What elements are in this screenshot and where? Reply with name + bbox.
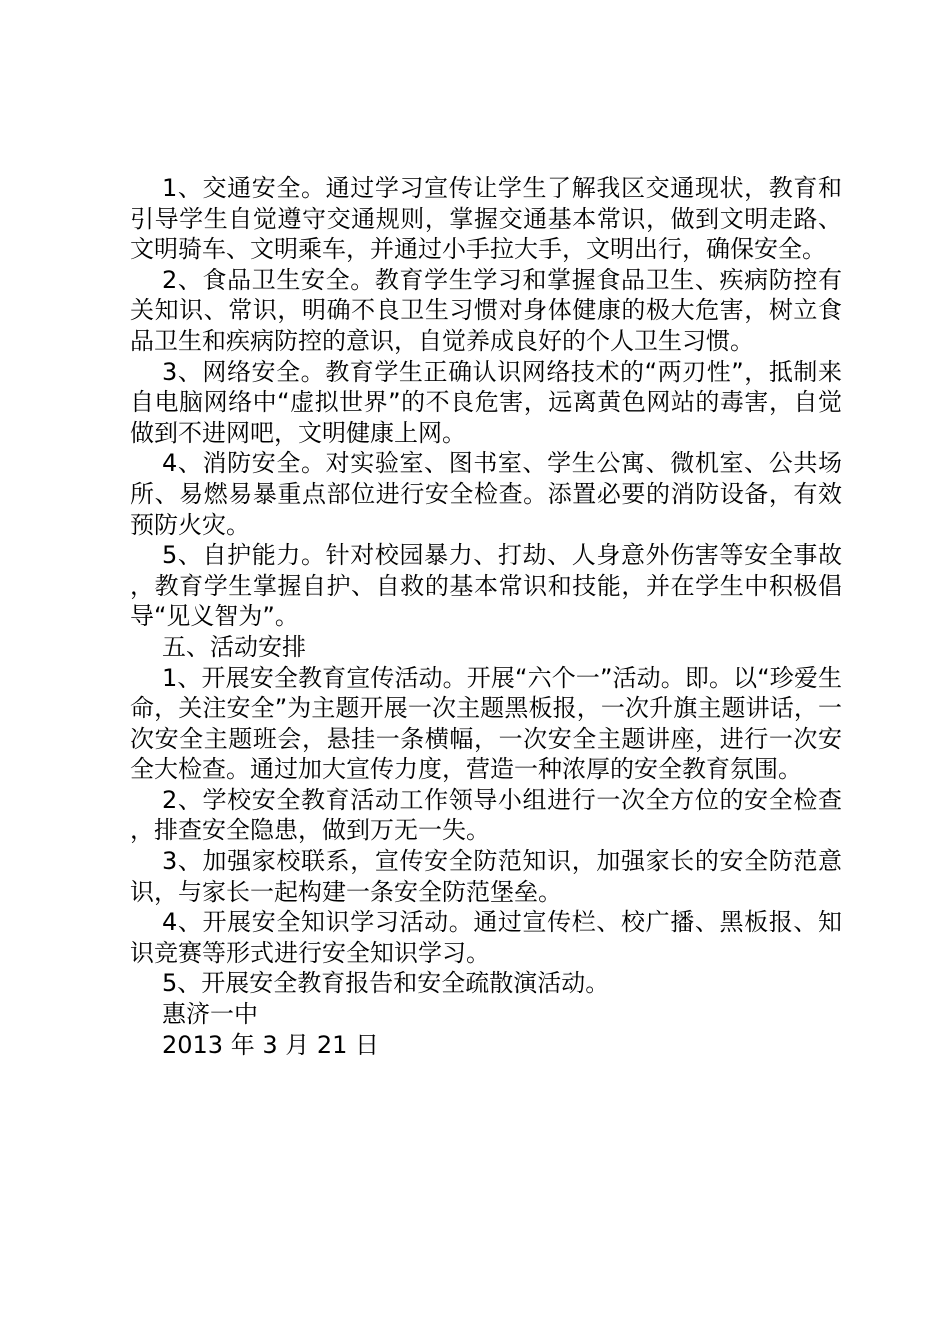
- activity-item-home-school: 3、加强家校联系，宣传安全防范知识，加强家长的安全防范意识，与家长一起构建一条安全防范堡垒。: [130, 847, 842, 906]
- date: 2013 年 3 月 21 日: [162, 1030, 380, 1059]
- safety-item-self-protection: 5、自护能力。针对校园暴力、打劫、人身意外伤害等安全事故，教育学生掌握自护、自救的基本常识和技能，并在学生中积极倡导“见义智为”。: [130, 541, 842, 631]
- signature: 惠济一中: [162, 1000, 258, 1029]
- activity-item-evacuation: 5、开展安全教育报告和安全疏散演活动。: [162, 969, 610, 998]
- safety-item-food-hygiene: 2、食品卫生安全。教育学生学习和掌握食品卫生、疾病防控有关知识、常识，明确不良卫生习惯对身体健康的极大危害，树立食品卫生和疾病防控的意识，自觉养成良好的个人卫生习惯。: [130, 265, 842, 355]
- activity-item-learning: 4、开展安全知识学习活动。通过宣传栏、校广播、黑板报、知识竞赛等形式进行安全知识学习。: [130, 908, 842, 967]
- safety-item-network: 3、网络安全。教育学生正确认识网络技术的“两刃性”，抵制来自电脑网络中“虚拟世界”的不良危害，远离黄色网站的毒害，自觉做到不进网吧，文明健康上网。: [130, 357, 842, 447]
- safety-item-fire: 4、消防安全。对实验室、图书室、学生公寓、微机室、公共场所、易燃易暴重点部位进行安全检查。添置必要的消防设备，有效预防火灾。: [130, 449, 842, 539]
- safety-item-traffic: 1、交通安全。通过学习宣传让学生了解我区交通现状，教育和引导学生自觉遵守交通规则，掌握交通基本常识，做到文明走路、文明骑车、文明乘车，并通过小手拉大手，文明出行，确保安全。: [130, 174, 842, 264]
- activity-item-inspection: 2、学校安全教育活动工作领导小组进行一次全方位的安全检查，排查安全隐患，做到万无一失。: [130, 785, 842, 845]
- activity-item-publicity: 1、开展安全教育宣传活动。开展“六个一”活动。即。以“珍爱生命，关注安全”为主题开展一次主题黑板报，一次升旗主题讲话，一次安全主题班会，悬挂一条横幅，一次安全主题讲座，进行一次安全大检查。通过加大宣传力度，营造一种浓厚的安全教育氛围。: [130, 663, 842, 784]
- section-heading: 五、活动安排: [162, 632, 306, 661]
- document-body: [130, 173, 842, 1060]
